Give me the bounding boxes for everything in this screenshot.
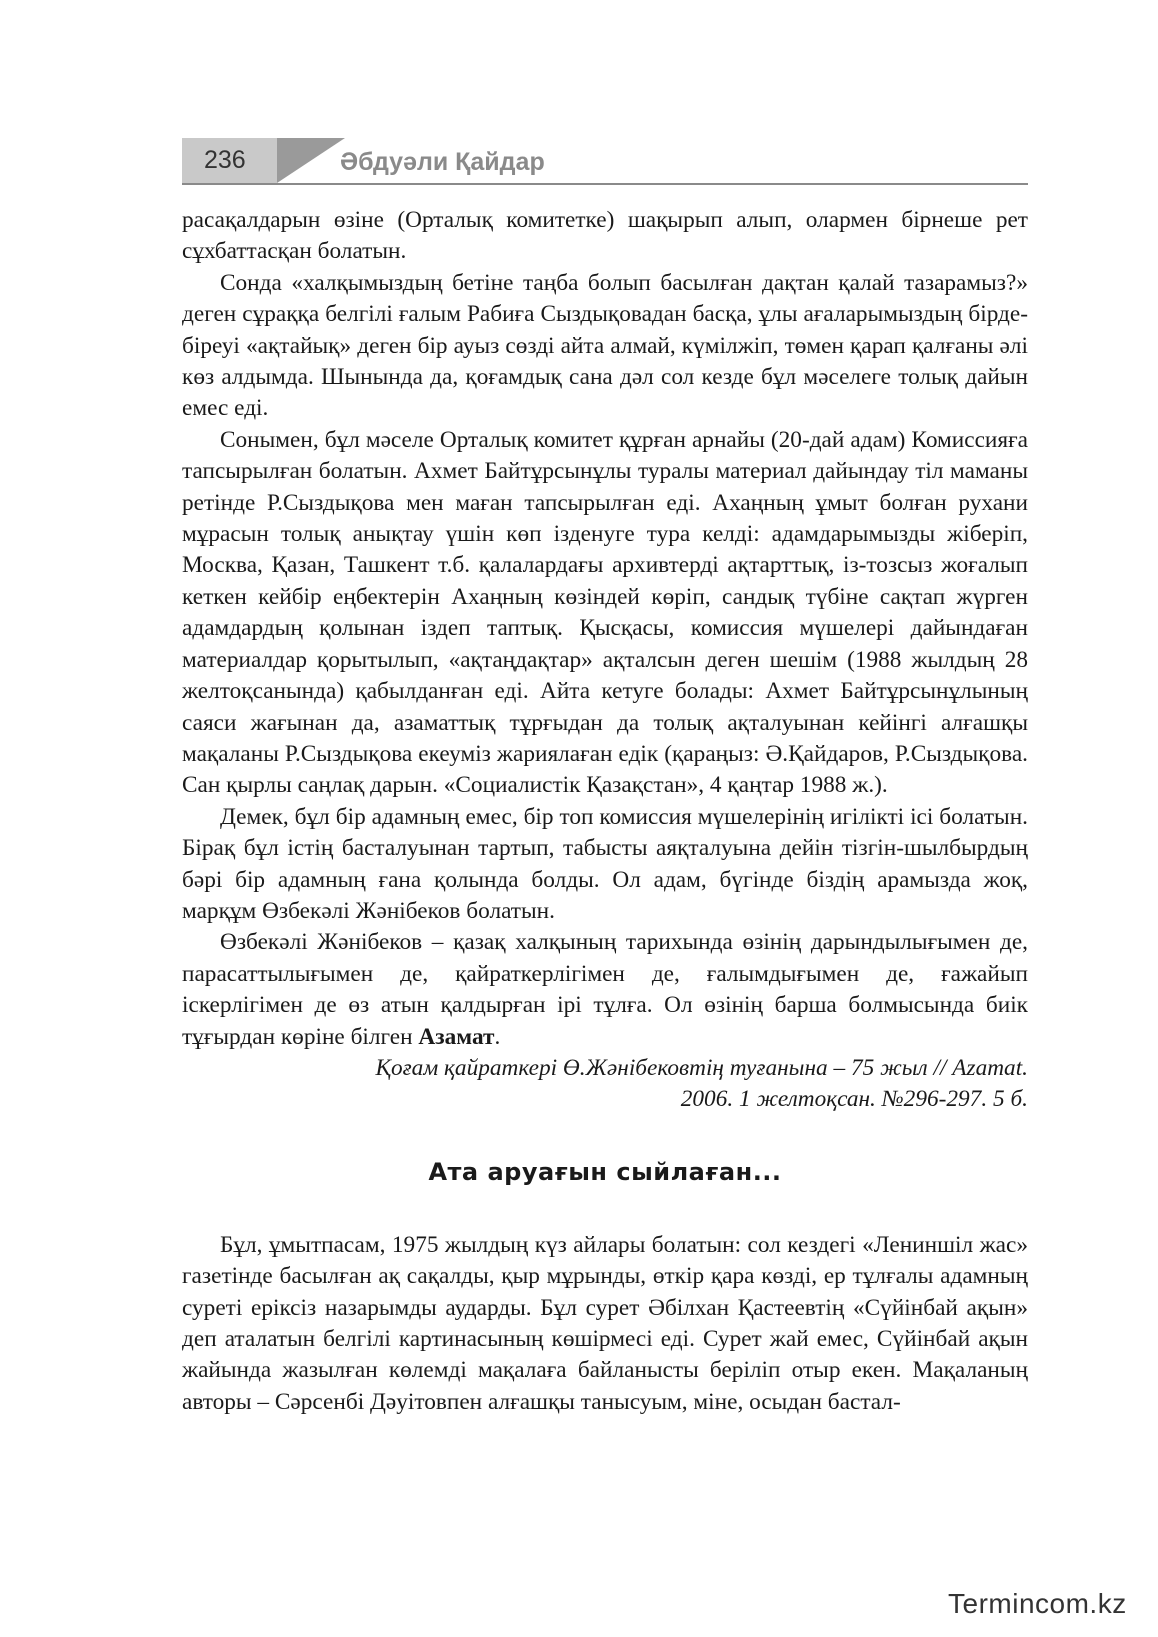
paragraph-2: Сонда «халқымыздың бетіне таңба болып басылған дақтан қалай тазарамыз?» деген сұраққа белгілі ғалым Рабиға Сыздықовадан басқа, ұлы ағаларымыздың бірде-біреуі «ақтайық» деген бір ауыз сөзді айта алмай, күмілжіп, төмен қарап қалғаны әлі көз алдымда. Шынында да, қоғамдық сана дәл сол кезде бұл мәселеге толық дайын емес еді. — [182, 269, 1028, 422]
bold-word-azamat: Азамат — [418, 1023, 495, 1050]
page-number: 236 — [182, 138, 277, 183]
paragraph-3: Сонымен, бұл мәселе Орталық комитет құрған арнайы (20-дай адам) Комиссияға тапсырылған болатын. Ахмет Байтұрсынұлы туралы материал дайындау тіл маманы ретінде Р.Сыздықова мен маған тапсырылған еді. Ахаңның ұмыт болған рухани мұрасын толық анықтау үшін көп ізденуге тура келді: адамдарымызды жіберіп, Москва, Қазан, Ташкент т.б. қалалардағы архивтерді ақтарттық, із-тозсыз жоғалып кеткен кейбір еңбектерін Ахаңның көзіндей көріп, сандық түбіне сақтап жүрген адамдардың қолынан іздеп таптық. Қысқасы, комиссия мүшелері дайындаған материалдар қорытылып, «ақтаңдақтар» ақталсын деген шешім (1988 жылдың 28 желтоқсанында) қабылданған еді. Айта кетуге болады: Ахмет Байтұрсынұлының саяси жағынан да, азаматтық тұрғыдан да толық ақталуынан кейінгі алғашқы мақаланы Р.Сыздықова екеуміз жариялаған едік (қараңыз: Ә.Қайдаров, Р.Сыздықова. Сан қырлы саңлақ дарын. «Социалистік Қазақстан», 4 қаңтар 1988 ж.). — [182, 426, 1028, 799]
page-body — [182, 205, 1028, 1418]
section-title: Ата аруағын сыйлаған... — [428, 1157, 782, 1186]
watermark-logo: Termincom.kz — [948, 1588, 1127, 1619]
source-line-1: Қоғам қайраткері Ө.Жәнібековтің туғанына – 75 жыл // Azamat. — [375, 1054, 1028, 1081]
author-name: Әбдуәли Қайдар — [340, 148, 545, 176]
source-citation — [182, 1053, 1028, 1116]
paragraph-4: Демек, бұл бір адамның емес, бір топ комиссия мүшелерінің игілікті ісі болатын. Бірақ бұл істің басталуынан тартып, табысты аяқталуына дейін тізгін-шылбырдың бәрі бір адамның ғана қолында болды. Ол адам, бүгінде біздің арамызда жоқ, марқұм Өзбекәлі Жәнібеков болатын. — [182, 803, 1028, 924]
running-header — [182, 138, 1028, 186]
source-line-2: 2006. 1 желтоқсан. №296-297. 5 б. — [680, 1086, 1028, 1113]
paragraph-5-end: . — [494, 1023, 501, 1050]
header-divider — [182, 183, 1028, 185]
section-paragraph: Бұл, ұмытпасам, 1975 жылдың күз айлары болатын: сол кездегі «Лениншіл жас» газетінде басылған ақ сақалды, қыр мұрынды, өткір қара көзді, ер тұлғалы адамның суреті еріксіз назарымды аударды. Бұл сурет Әбілхан Қастеевтің «Сүйінбай ақын» деп аталатын белгілі картинасының көшірмесі еді. Сурет жай емес, Сүйінбай ақын жайында жазылған көлемді мақалаға байланысты беріліп отыр екен. Мақаланың авторы – Сәрсенбі Дәуітовпен алғашқы танысуым, міне, осыдан бастал- — [182, 1231, 1028, 1415]
paragraph-1: расақалдарын өзіне (Орталық комитетке) шақырып алып, олармен бірнеше рет сұхбаттасқан болатын. — [182, 207, 1028, 265]
header-arrow-shape — [277, 138, 345, 183]
paragraph-5-text: Өзбекәлі Жәнібеков – қазақ халқының тарихында өзінің дарындылығымен де, парасаттылығымен де, қайраткерлігімен де, ғалымдығымен де, ғажайып іскерлігімен де өз атын қалдырған ірі тұлға. Ол өзінің барша болмысында биік тұғырдан көріне білген — [182, 929, 1028, 1050]
paragraph-5 — [182, 927, 1028, 1053]
